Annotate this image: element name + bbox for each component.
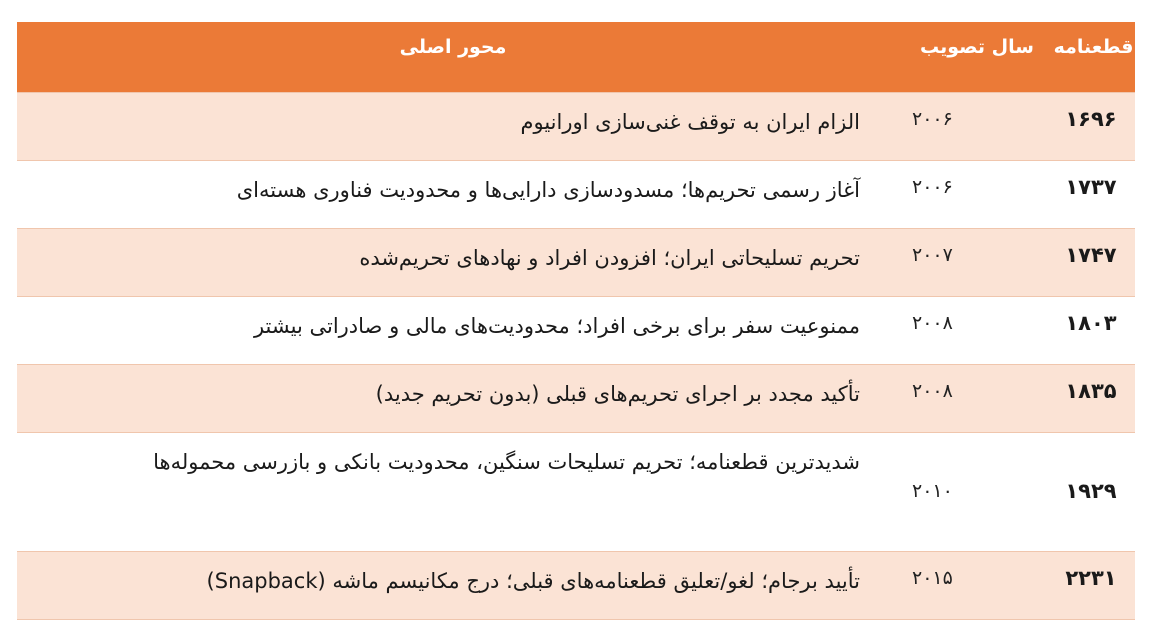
resolutions-table	[17, 22, 1135, 620]
resolution-year: ۲۰۰۸	[860, 296, 1047, 364]
header-resolution-number: قطعنامه	[1053, 36, 1134, 58]
header-main-axis: محور اصلی	[399, 36, 507, 58]
resolution-number: ۱۷۳۷	[1047, 160, 1135, 228]
resolution-year: ۲۰۰۶	[860, 160, 1047, 228]
resolution-axis: شدیدترین قطعنامه؛ تحریم تسلیحات سنگین، محدودیت بانکی و بازرسی محموله‌ها	[17, 432, 860, 551]
table-body	[17, 92, 1135, 619]
table-header	[17, 22, 1135, 92]
table-row	[17, 364, 1135, 432]
resolution-year: ۲۰۱۵	[860, 551, 1047, 619]
table-row	[17, 551, 1135, 619]
table-row	[17, 432, 1135, 551]
header-row	[17, 22, 1135, 92]
resolution-number: ۲۲۳۱	[1047, 551, 1135, 619]
resolution-number: ۱۸۰۳	[1047, 296, 1135, 364]
resolution-axis: تأکید مجدد بر اجرای تحریم‌های قبلی (بدون تحریم جدید)	[17, 364, 860, 432]
table-row	[17, 296, 1135, 364]
resolutions-table-container	[17, 22, 1135, 620]
resolution-number: ۱۷۴۷	[1047, 228, 1135, 296]
resolution-axis: الزام ایران به توقف غنی‌سازی اورانیوم	[17, 92, 860, 160]
resolution-year: ۲۰۰۶	[860, 92, 1047, 160]
table-row	[17, 228, 1135, 296]
resolution-number: ۱۸۳۵	[1047, 364, 1135, 432]
resolution-axis: ممنوعیت سفر برای برخی افراد؛ محدودیت‌های مالی و صادراتی بیشتر	[17, 296, 860, 364]
resolution-year: ۲۰۱۰	[860, 432, 1047, 551]
table-row	[17, 92, 1135, 160]
resolution-number: ۱۹۲۹	[1047, 432, 1135, 551]
resolution-number: ۱۶۹۶	[1047, 92, 1135, 160]
resolution-axis: آغاز رسمی تحریم‌ها؛ مسدودسازی دارایی‌ها و محدودیت فناوری هسته‌ای	[17, 160, 860, 228]
table-row	[17, 160, 1135, 228]
resolution-year: ۲۰۰۸	[860, 364, 1047, 432]
resolution-axis: تحریم تسلیحاتی ایران؛ افزودن افراد و نهادهای تحریم‌شده	[17, 228, 860, 296]
resolution-year: ۲۰۰۷	[860, 228, 1047, 296]
resolution-axis: تأیید برجام؛ لغو/تعلیق قطعنامه‌های قبلی؛ درج مکانیسم ماشه (Snapback)	[17, 551, 860, 619]
header-year: سال تصویب	[920, 36, 1034, 58]
